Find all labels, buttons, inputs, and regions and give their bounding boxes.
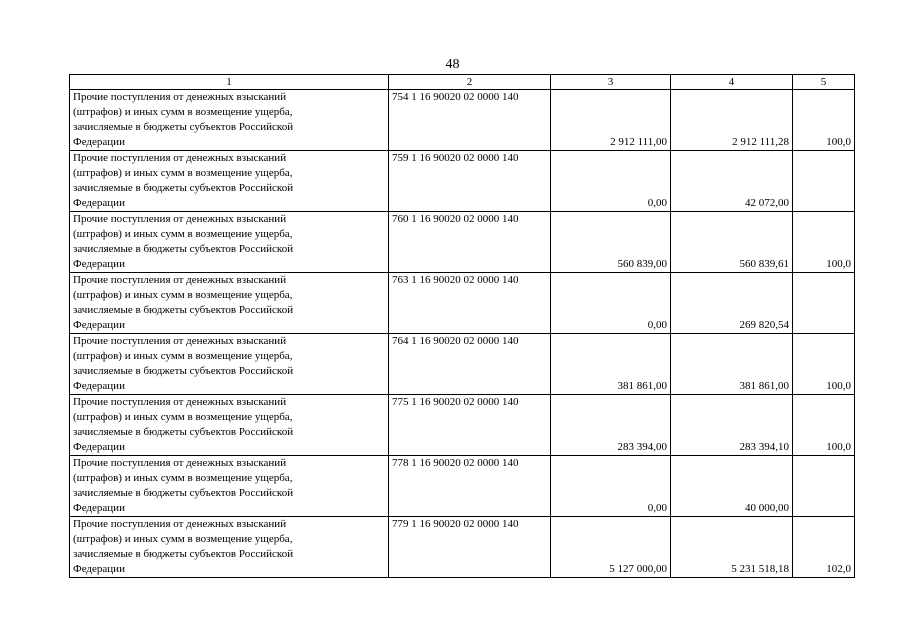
- header-col-5: 5: [793, 75, 855, 90]
- table-header: [70, 75, 855, 90]
- row-name-line: Прочие поступления от денежных взысканий: [73, 396, 287, 408]
- header-col-3: 3: [551, 75, 671, 90]
- row-code-cell: 760 1 16 90020 02 0000 140: [389, 212, 551, 273]
- row-name-line: Прочие поступления от денежных взысканий: [73, 518, 287, 530]
- row-name-line: зачисляемые в бюджеты субъектов Российской: [73, 121, 294, 133]
- table-row: [70, 212, 855, 273]
- row-name-cell: [70, 456, 389, 517]
- revenue-table: [69, 74, 855, 578]
- row-col3-cell: 0,00: [551, 456, 671, 517]
- row-name-cell: [70, 395, 389, 456]
- row-code-cell: 778 1 16 90020 02 0000 140: [389, 456, 551, 517]
- row-col4-cell: 40 000,00: [671, 456, 793, 517]
- row-col3-cell: 5 127 000,00: [551, 517, 671, 578]
- row-name-line: (штрафов) и иных сумм в возмещение ущерба,: [73, 167, 293, 179]
- table-row: [70, 334, 855, 395]
- row-col3-cell: 560 839,00: [551, 212, 671, 273]
- row-col3-cell: 283 394,00: [551, 395, 671, 456]
- row-name-line: Прочие поступления от денежных взысканий: [73, 213, 287, 225]
- row-col3-cell: 2 912 111,00: [551, 90, 671, 151]
- table-row: [70, 151, 855, 212]
- row-name-line: зачисляемые в бюджеты субъектов Российской: [73, 182, 294, 194]
- row-code-cell: 779 1 16 90020 02 0000 140: [389, 517, 551, 578]
- header-col-1: 1: [70, 75, 389, 90]
- row-name-line: Прочие поступления от денежных взысканий: [73, 152, 287, 164]
- row-name-line: зачисляемые в бюджеты субъектов Российской: [73, 243, 294, 255]
- row-col4-cell: 381 861,00: [671, 334, 793, 395]
- row-name-line: Федерации: [73, 441, 125, 453]
- row-name-line: Федерации: [73, 197, 125, 209]
- row-col4-cell: 5 231 518,18: [671, 517, 793, 578]
- row-name-line: Прочие поступления от денежных взысканий: [73, 91, 287, 103]
- row-col4-cell: 283 394,10: [671, 395, 793, 456]
- header-row: [70, 75, 855, 90]
- row-name-line: Прочие поступления от денежных взысканий: [73, 335, 287, 347]
- row-name-line: зачисляемые в бюджеты субъектов Российской: [73, 487, 294, 499]
- row-name-cell: [70, 517, 389, 578]
- row-col4-cell: 560 839,61: [671, 212, 793, 273]
- table-row: [70, 395, 855, 456]
- row-name-line: (штрафов) и иных сумм в возмещение ущерба,: [73, 228, 293, 240]
- row-name-line: Федерации: [73, 136, 125, 148]
- row-code-cell: 763 1 16 90020 02 0000 140: [389, 273, 551, 334]
- row-name-line: Федерации: [73, 380, 125, 392]
- row-name-line: Прочие поступления от денежных взысканий: [73, 457, 287, 469]
- row-name-cell: [70, 334, 389, 395]
- row-col4-cell: 2 912 111,28: [671, 90, 793, 151]
- row-code-cell: 759 1 16 90020 02 0000 140: [389, 151, 551, 212]
- row-col3-cell: 381 861,00: [551, 334, 671, 395]
- row-name-line: (штрафов) и иных сумм в возмещение ущерба,: [73, 533, 293, 545]
- row-name-cell: [70, 151, 389, 212]
- row-name-line: Прочие поступления от денежных взысканий: [73, 274, 287, 286]
- row-col5-cell: 102,0: [793, 517, 855, 578]
- header-col-4: 4: [671, 75, 793, 90]
- row-col5-cell: [793, 273, 855, 334]
- row-col3-cell: 0,00: [551, 273, 671, 334]
- row-col5-cell: 100,0: [793, 395, 855, 456]
- row-name-line: зачисляемые в бюджеты субъектов Российской: [73, 365, 294, 377]
- row-name-line: Федерации: [73, 563, 125, 575]
- table-row: [70, 90, 855, 151]
- row-name-line: Федерации: [73, 319, 125, 331]
- row-name-line: (штрафов) и иных сумм в возмещение ущерба,: [73, 411, 293, 423]
- row-col5-cell: 100,0: [793, 212, 855, 273]
- row-name-line: зачисляемые в бюджеты субъектов Российской: [73, 548, 294, 560]
- table-body: [70, 90, 855, 578]
- row-name-line: (штрафов) и иных сумм в возмещение ущерба,: [73, 106, 293, 118]
- page-number: 48: [445, 57, 460, 72]
- row-name-line: (штрафов) и иных сумм в возмещение ущерба,: [73, 472, 293, 484]
- row-name-line: (штрафов) и иных сумм в возмещение ущерба,: [73, 289, 293, 301]
- row-name-line: Федерации: [73, 502, 125, 514]
- row-code-cell: 775 1 16 90020 02 0000 140: [389, 395, 551, 456]
- row-code-cell: 754 1 16 90020 02 0000 140: [389, 90, 551, 151]
- header-col-2: 2: [389, 75, 551, 90]
- row-name-cell: [70, 212, 389, 273]
- row-name-line: зачисляемые в бюджеты субъектов Российской: [73, 426, 294, 438]
- row-name-cell: [70, 273, 389, 334]
- row-col4-cell: 269 820,54: [671, 273, 793, 334]
- table-row: [70, 456, 855, 517]
- row-col5-cell: [793, 456, 855, 517]
- row-name-cell: [70, 90, 389, 151]
- row-col5-cell: 100,0: [793, 90, 855, 151]
- row-col5-cell: [793, 151, 855, 212]
- row-col3-cell: 0,00: [551, 151, 671, 212]
- row-col5-cell: 100,0: [793, 334, 855, 395]
- row-name-line: (штрафов) и иных сумм в возмещение ущерба,: [73, 350, 293, 362]
- table-row: [70, 517, 855, 578]
- row-name-line: зачисляемые в бюджеты субъектов Российской: [73, 304, 294, 316]
- row-name-line: Федерации: [73, 258, 125, 270]
- row-code-cell: 764 1 16 90020 02 0000 140: [389, 334, 551, 395]
- row-col4-cell: 42 072,00: [671, 151, 793, 212]
- table-row: [70, 273, 855, 334]
